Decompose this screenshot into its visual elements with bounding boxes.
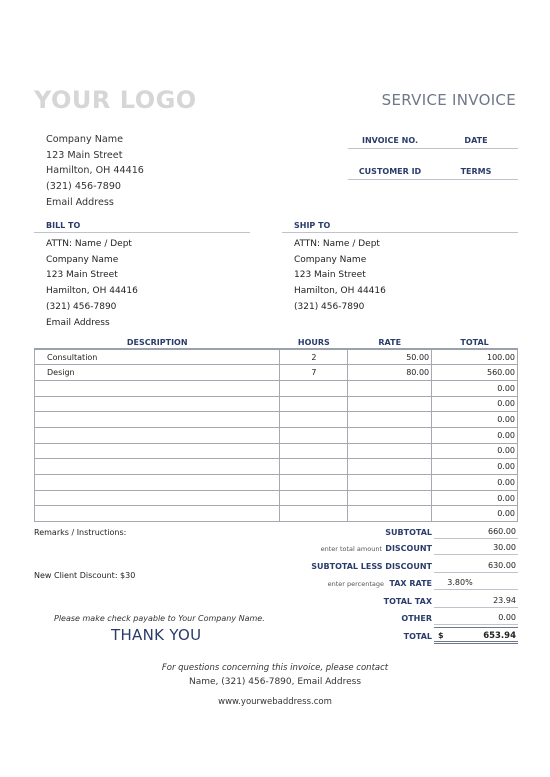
company-street: 123 Main Street: [46, 150, 123, 161]
subtotal-label: SUBTOTAL: [385, 528, 432, 537]
hours-cell[interactable]: [280, 380, 348, 396]
company-city: Hamilton, OH 44416: [46, 165, 144, 176]
hours-cell[interactable]: [280, 490, 348, 506]
bill-to-label: BILL TO: [46, 221, 81, 230]
header-rule: [348, 148, 518, 149]
bill-to-company: Company Name: [46, 255, 119, 265]
ship-to-phone: (321) 456-7890: [294, 302, 365, 312]
description-cell[interactable]: [35, 427, 280, 443]
ship-to-rule: [282, 232, 518, 233]
description-cell[interactable]: [35, 459, 280, 475]
rate-cell[interactable]: [348, 490, 432, 506]
hours-cell[interactable]: 2: [280, 349, 348, 365]
company-phone: (321) 456-7890: [46, 181, 122, 192]
discount-input[interactable]: 30.00: [434, 540, 518, 555]
column-header-hours: HOURS: [280, 336, 348, 349]
terms-label: TERMS: [460, 167, 492, 176]
total-tax-label: TOTAL TAX: [383, 597, 432, 606]
subtotal-less-discount-label: SUBTOTAL LESS DISCOUNT: [311, 562, 432, 571]
document-title: SERVICE INVOICE: [381, 91, 516, 109]
table-row: [35, 349, 518, 365]
rate-cell[interactable]: 80.00: [348, 365, 432, 381]
bill-to-email: Email Address: [46, 318, 110, 328]
grand-total-box: [434, 627, 518, 644]
table-row: [35, 475, 518, 491]
rate-cell[interactable]: 50.00: [348, 349, 432, 365]
currency-symbol: $: [438, 631, 444, 640]
description-cell[interactable]: [35, 475, 280, 491]
description-cell[interactable]: [35, 396, 280, 412]
hours-cell[interactable]: [280, 443, 348, 459]
description-cell[interactable]: [35, 506, 280, 522]
thank-you-text: THANK YOU: [111, 626, 202, 644]
company-email: Email Address: [46, 197, 114, 208]
table-row: [35, 365, 518, 381]
total-cell: 0.00: [432, 396, 518, 412]
total-cell: 0.00: [432, 459, 518, 475]
total-cell: 100.00: [432, 349, 518, 365]
ship-to-label: SHIP TO: [294, 221, 331, 230]
total-cell: 0.00: [432, 490, 518, 506]
description-cell[interactable]: Consultation: [35, 349, 280, 365]
discount-label: DISCOUNT: [385, 544, 432, 553]
rate-cell[interactable]: [348, 412, 432, 428]
discount-hint: enter total amount: [320, 545, 382, 553]
rate-cell[interactable]: [348, 506, 432, 522]
description-cell[interactable]: [35, 412, 280, 428]
total-cell: 0.00: [432, 412, 518, 428]
bill-to-street: 123 Main Street: [46, 270, 118, 280]
rate-cell[interactable]: [348, 459, 432, 475]
total-cell: 0.00: [432, 475, 518, 491]
description-cell[interactable]: [35, 443, 280, 459]
total-cell: 0.00: [432, 443, 518, 459]
rate-cell[interactable]: [348, 380, 432, 396]
ship-to-street: 123 Main Street: [294, 270, 366, 280]
description-cell[interactable]: [35, 490, 280, 506]
hours-cell[interactable]: [280, 506, 348, 522]
footer-website[interactable]: www.yourwebaddress.com: [218, 697, 332, 707]
total-label: TOTAL: [403, 632, 432, 641]
line-items-table: [34, 336, 518, 522]
rate-cell[interactable]: [348, 396, 432, 412]
footer-contact: Name, (321) 456-7890, Email Address: [188, 677, 362, 687]
table-row: [35, 412, 518, 428]
hours-cell[interactable]: [280, 427, 348, 443]
tax-rate-hint: enter percentage: [327, 580, 384, 588]
column-header-rate: RATE: [348, 336, 432, 349]
description-cell[interactable]: [35, 380, 280, 396]
bill-to-phone: (321) 456-7890: [46, 302, 117, 312]
total-cell: 560.00: [432, 365, 518, 381]
total-cell: 0.00: [432, 506, 518, 522]
column-header-description: DESCRIPTION: [35, 336, 280, 349]
tax-rate-input[interactable]: 3.80%: [434, 575, 518, 590]
remarks-text[interactable]: New Client Discount: $30: [34, 571, 136, 580]
total-tax-value: 23.94: [434, 593, 518, 608]
column-header-total: TOTAL: [432, 336, 518, 349]
tax-rate-label: TAX RATE: [389, 579, 432, 588]
payable-note: Please make check payable to Your Company Name.: [54, 614, 265, 623]
table-row: [35, 380, 518, 396]
ship-to-city: Hamilton, OH 44416: [294, 286, 386, 296]
bill-to-city: Hamilton, OH 44416: [46, 286, 138, 296]
hours-cell[interactable]: [280, 475, 348, 491]
subtotal-less-discount-value: 630.00: [434, 558, 518, 573]
header-rule: [348, 179, 518, 180]
table-row: [35, 490, 518, 506]
hours-cell[interactable]: 7: [280, 365, 348, 381]
total-cell: 0.00: [432, 380, 518, 396]
table-row: [35, 443, 518, 459]
table-row: [35, 459, 518, 475]
hours-cell[interactable]: [280, 396, 348, 412]
hours-cell[interactable]: [280, 459, 348, 475]
company-name: Company Name: [46, 134, 123, 145]
logo-placeholder: YOUR LOGO: [34, 86, 197, 114]
grand-total-value: 653.94: [483, 631, 516, 641]
hours-cell[interactable]: [280, 412, 348, 428]
invoice-no-label: INVOICE NO.: [362, 136, 418, 145]
rate-cell[interactable]: [348, 427, 432, 443]
ship-to-attn: ATTN: Name / Dept: [294, 239, 380, 249]
ship-to-company: Company Name: [294, 255, 367, 265]
description-cell[interactable]: Design: [35, 365, 280, 381]
table-row: [35, 506, 518, 522]
customer-id-label: CUSTOMER ID: [358, 167, 422, 176]
rate-cell[interactable]: [348, 443, 432, 459]
footer-questions: For questions concerning this invoice, please contact: [161, 663, 389, 673]
bill-to-attn: ATTN: Name / Dept: [46, 239, 132, 249]
table-row: [35, 396, 518, 412]
other-input[interactable]: 0.00: [434, 610, 518, 625]
other-label: OTHER: [401, 614, 432, 623]
subtotal-value: 660.00: [434, 524, 518, 539]
rate-cell[interactable]: [348, 475, 432, 491]
remarks-label: Remarks / Instructions:: [34, 528, 127, 537]
table-header-row: [35, 336, 518, 349]
bill-to-rule: [34, 232, 250, 233]
date-label: DATE: [464, 136, 488, 145]
table-row: [35, 427, 518, 443]
total-cell: 0.00: [432, 427, 518, 443]
